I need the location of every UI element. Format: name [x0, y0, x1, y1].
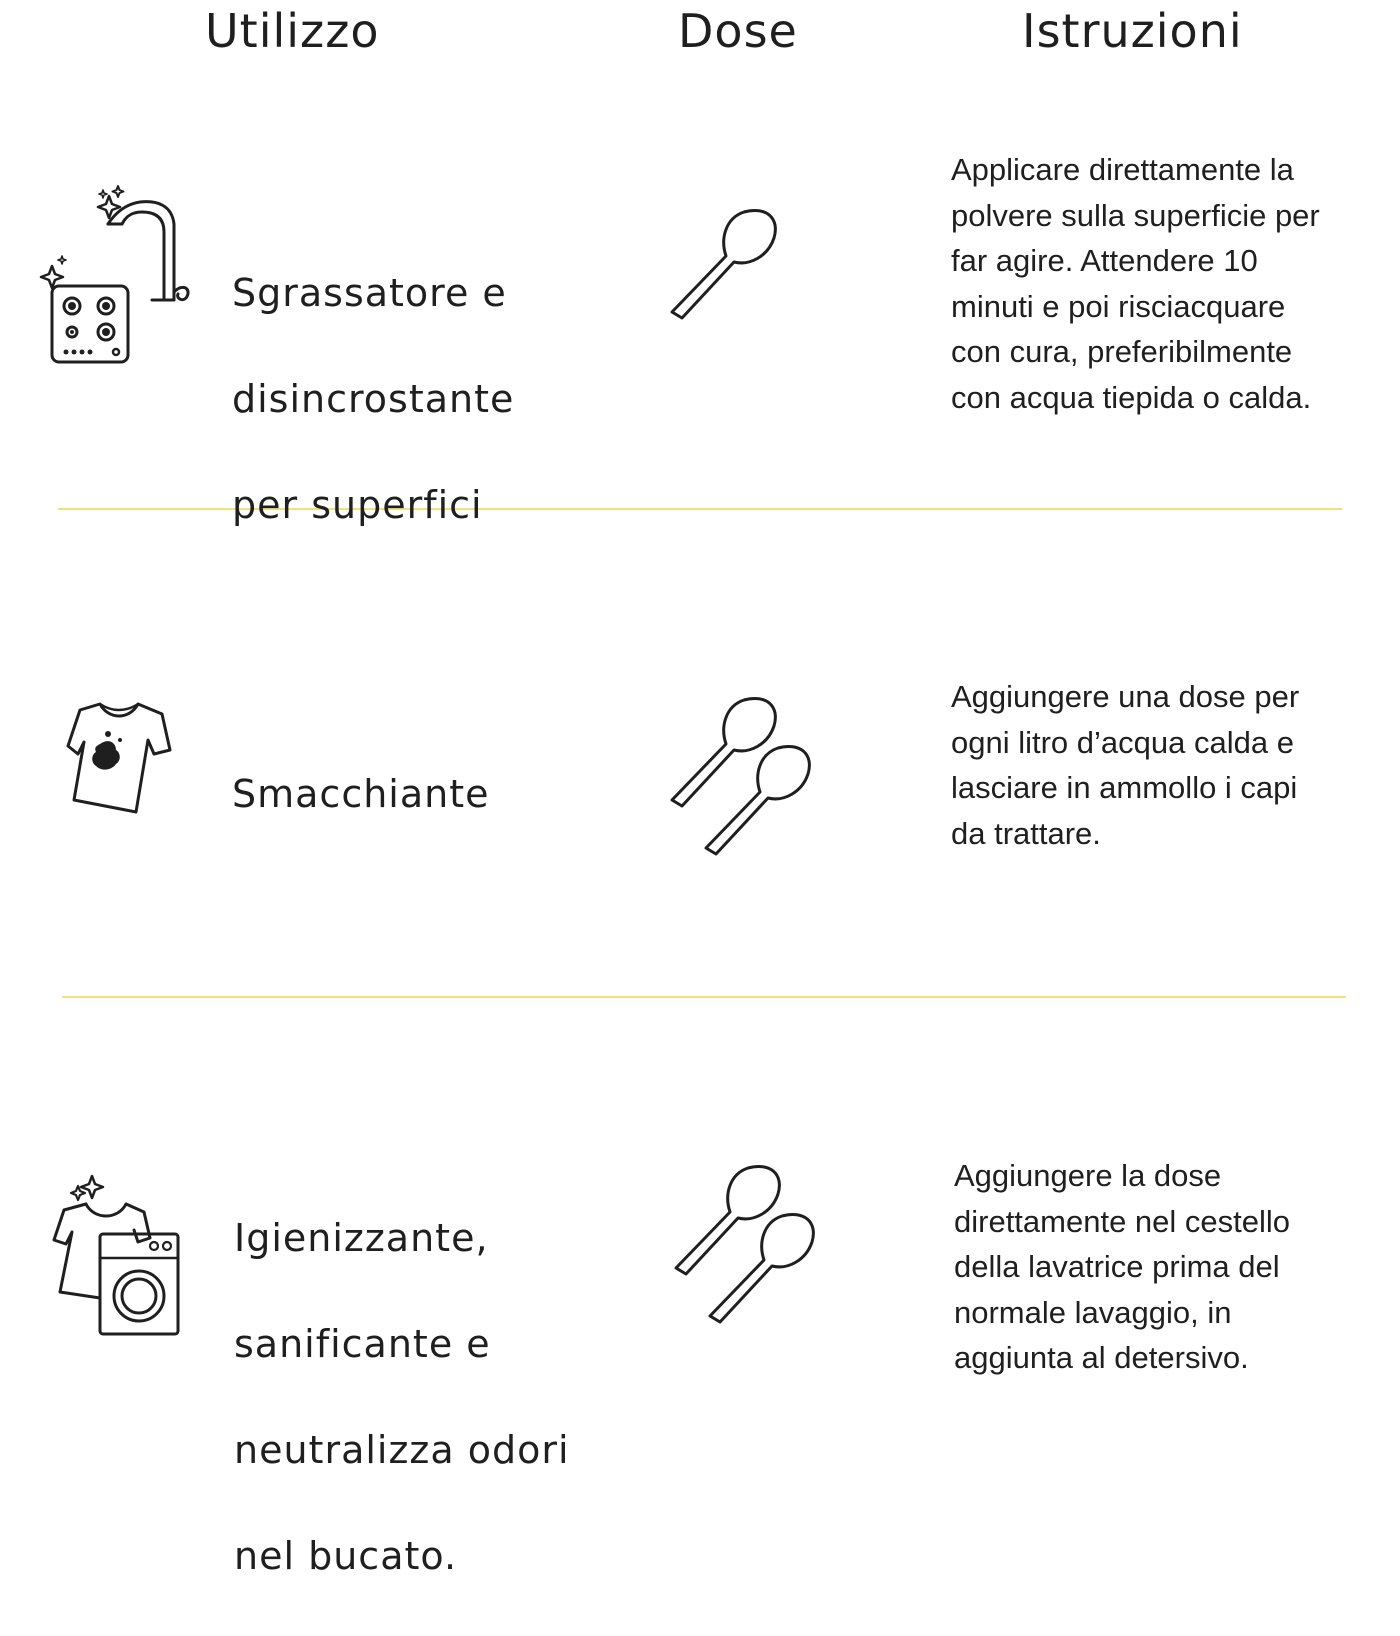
washing-machine-shirt-icon — [50, 1168, 185, 1340]
kitchen-faucet-stove-icon — [38, 182, 198, 367]
instruction-line: Aggiungere una dose per — [951, 679, 1300, 714]
use-label-line: nel bucato. — [234, 1534, 458, 1578]
use-label-line: Sgrassatore e — [232, 271, 507, 315]
use-label-line: sanificante e — [234, 1322, 491, 1366]
use-label — [234, 1159, 570, 1636]
two-spoons-icon — [668, 696, 818, 861]
instruction-line: della lavatrice prima del — [954, 1249, 1280, 1284]
header-utilizzo: Utilizzo — [205, 4, 380, 58]
instruction-line: ogni litro d’acqua calda e — [951, 724, 1294, 760]
use-label — [232, 214, 514, 585]
instruction-line: direttamente nel cestello — [954, 1203, 1291, 1239]
header-dose: Dose — [678, 4, 798, 58]
instruction-line: Aggiungere la dose — [954, 1158, 1222, 1193]
use-label-line: disincrostante — [232, 377, 515, 421]
instruction-line: far agire. Attendere 10 — [951, 243, 1258, 278]
instruction-line: polvere sulla superficie per — [951, 197, 1320, 233]
instructions-text — [951, 147, 1381, 420]
spoon-icon — [668, 208, 783, 326]
instruction-line: aggiunta al detersivo. — [954, 1340, 1249, 1375]
use-label-line: neutralizza odori — [234, 1428, 570, 1472]
two-spoons-icon — [672, 1164, 822, 1329]
instruction-line: con acqua tiepida o calda. — [951, 379, 1312, 415]
instruction-line: normale lavaggio, in — [954, 1294, 1232, 1330]
stained-tshirt-icon — [64, 700, 174, 818]
instruction-line: con cura, preferibilmente — [951, 334, 1293, 369]
instructions-text — [954, 1153, 1384, 1381]
use-label-line: Smacchiante — [232, 772, 490, 816]
header-istruzioni: Istruzioni — [1022, 4, 1243, 58]
row-divider — [62, 996, 1346, 998]
instructions-text — [951, 674, 1381, 856]
use-label-line: per superfici — [232, 483, 483, 527]
use-label — [232, 715, 490, 874]
instruction-line: minuti e poi risciacquare — [951, 288, 1286, 324]
use-label-line: Igienizzante, — [234, 1216, 489, 1260]
instruction-line: Applicare direttamente la — [951, 152, 1294, 187]
instruction-line: da trattare. — [951, 815, 1101, 851]
instruction-line: lasciare in ammollo i capi — [951, 770, 1298, 805]
